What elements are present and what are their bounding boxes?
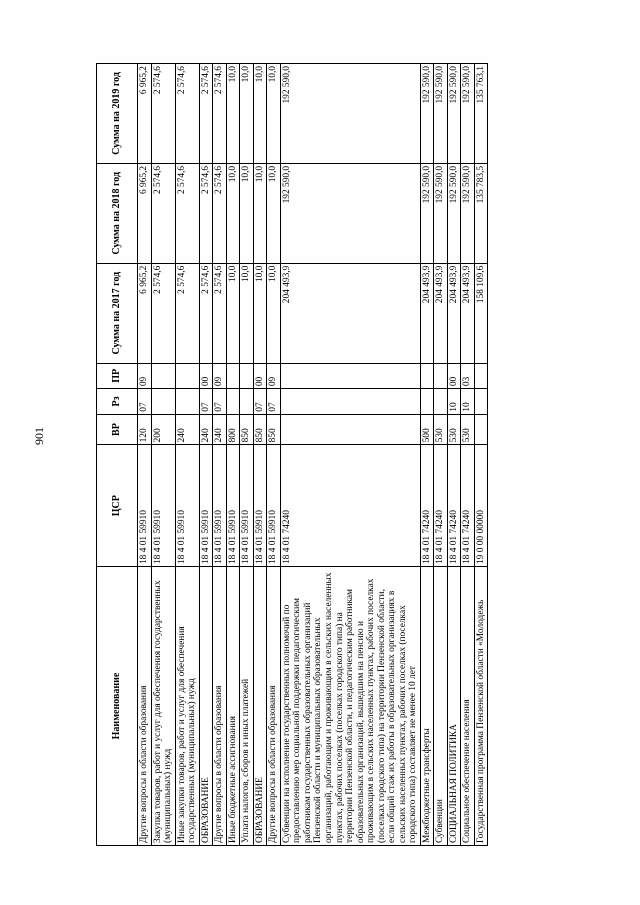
cell-name: Закупка товаров, работ и услуг для обеспечения государственных (муниципальных) нужд [151,567,175,846]
cell-name: Субвенции на исполнение государственных полномочий по предоставлению мер социальной поддержки педагогическим работникам государственных образовательных организаций Пензенской области и муниципальных образовательных организаций, работающим и проживающим в сельских населенных пунктах, рабочих поселках (поселках городского типа) на территории Пензенской области, и педагогическим работникам образовательных организаций, вышедшим на пенсию и проживающим в сельских населенных пунктах, рабочих поселках (поселках городского типа) на территории Пензенской области, если общий стаж их работы в образовательных организациях в сельских населенных пунктах, рабочих поселках (поселках городского типа) составляет не менее 10 лет [280,567,420,846]
cell-sum-2017: 204 493,9 [447,263,461,363]
budget-table [96,63,488,846]
cell-pr: 03 [461,363,475,389]
cell-pr [474,363,488,389]
table-row [199,64,213,846]
table-row [213,64,227,846]
cell-pr: 00 [447,363,461,389]
cell-rz [280,389,420,415]
header-pr: ПР [97,363,138,389]
cell-sum-2019: 2 574,6 [199,64,213,164]
table-row [267,64,281,846]
page-number: 901 [32,427,46,445]
cell-pr [175,363,199,389]
header-rz: Рз [97,389,138,415]
cell-pr [226,363,240,389]
cell-sum-2017: 10,0 [267,263,281,363]
cell-sum-2018: 10,0 [253,163,267,263]
cell-name: Межбюджетные трансферты [420,567,434,846]
cell-csr: 18 4 01 59910 [226,445,240,567]
cell-sum-2018: 2 574,6 [151,163,175,263]
cell-vr [280,414,420,445]
cell-pr: 09 [213,363,227,389]
cell-csr: 18 4 01 59910 [151,445,175,567]
cell-pr: 09 [267,363,281,389]
cell-name: Иные закупки товаров, работ и услуг для обеспечения государственных (муниципальных) нужд [175,567,199,846]
table-row [151,64,175,846]
cell-sum-2019: 2 574,6 [151,64,175,164]
cell-name: ОБРАЗОВАНИЕ [199,567,213,846]
cell-name: СОЦИАЛЬНАЯ ПОЛИТИКА [447,567,461,846]
cell-sum-2018: 6 965,2 [138,163,152,263]
cell-vr: 850 [267,414,281,445]
cell-vr: 500 [420,414,434,445]
cell-sum-2018: 2 574,6 [213,163,227,263]
cell-sum-2019: 192 590,0 [447,64,461,164]
cell-sum-2019: 2 574,6 [175,64,199,164]
table-body [138,64,488,846]
cell-sum-2017: 2 574,6 [151,263,175,363]
header-vr: ВР [97,414,138,445]
cell-sum-2019: 192 590,0 [280,64,420,164]
cell-rz [226,389,240,415]
cell-csr: 18 4 01 59910 [138,445,152,567]
cell-pr [420,363,434,389]
cell-csr: 18 4 01 59910 [175,445,199,567]
cell-rz [434,389,448,415]
header-csr: ЦСР [97,445,138,567]
cell-sum-2017: 2 574,6 [213,263,227,363]
cell-pr [434,363,448,389]
cell-sum-2017: 204 493,9 [280,263,420,363]
cell-sum-2018: 192 590,0 [461,163,475,263]
cell-name: Субвенции [434,567,448,846]
cell-vr: 850 [253,414,267,445]
cell-name: Уплата налогов, сборов и иных платежей [240,567,254,846]
table-row [138,64,152,846]
cell-sum-2018: 2 574,6 [199,163,213,263]
cell-csr: 18 4 01 74240 [280,445,420,567]
cell-vr: 850 [240,414,254,445]
cell-sum-2018: 192 590,0 [280,163,420,263]
cell-sum-2019: 192 590,0 [461,64,475,164]
table-row [461,64,475,846]
cell-sum-2017: 204 493,9 [434,263,448,363]
cell-sum-2018: 2 574,6 [175,163,199,263]
cell-rz: 07 [199,389,213,415]
cell-sum-2017: 10,0 [240,263,254,363]
table-row [434,64,448,846]
cell-rz [175,389,199,415]
rotated-table-container [96,63,592,846]
cell-rz [474,389,488,415]
table-row [474,64,488,846]
cell-rz [420,389,434,415]
header-sum-2019: Сумма на 2019 год [97,64,138,164]
table-row [280,64,420,846]
cell-rz: 07 [213,389,227,415]
cell-csr: 18 4 01 59910 [267,445,281,567]
cell-pr: 00 [199,363,213,389]
cell-rz [151,389,175,415]
cell-sum-2018: 192 590,0 [434,163,448,263]
cell-vr: 530 [447,414,461,445]
cell-rz: 10 [447,389,461,415]
cell-sum-2019: 2 574,6 [213,64,227,164]
header-sum-2017: Сумма на 2017 год [97,263,138,363]
cell-rz [240,389,254,415]
cell-sum-2017: 10,0 [226,263,240,363]
cell-pr: 09 [138,363,152,389]
cell-pr: 00 [253,363,267,389]
cell-name: Другие вопросы в области образования [267,567,281,846]
cell-sum-2018: 192 590,0 [447,163,461,263]
cell-name: Другие вопросы в области образования [213,567,227,846]
cell-rz: 07 [267,389,281,415]
cell-pr [240,363,254,389]
cell-vr: 530 [434,414,448,445]
table-row [420,64,434,846]
cell-sum-2019: 192 590,0 [420,64,434,164]
cell-vr: 240 [213,414,227,445]
cell-csr: 18 4 01 59910 [240,445,254,567]
table-row [447,64,461,846]
cell-name: Другие вопросы в области образования [138,567,152,846]
header-name: Наименование [97,567,138,846]
cell-sum-2017: 2 574,6 [175,263,199,363]
cell-sum-2019: 135 763,1 [474,64,488,164]
cell-csr: 18 4 01 74240 [434,445,448,567]
table-row [175,64,199,846]
cell-sum-2017: 158 109,6 [474,263,488,363]
cell-pr [151,363,175,389]
cell-vr: 240 [175,414,199,445]
header-sum-2018: Сумма на 2018 год [97,163,138,263]
cell-vr: 200 [151,414,175,445]
cell-rz: 07 [138,389,152,415]
table-row [240,64,254,846]
cell-name: Государственная программа Пензенской области «Молодежь [474,567,488,846]
cell-sum-2018: 192 590,0 [420,163,434,263]
cell-rz: 07 [253,389,267,415]
cell-csr: 18 4 01 59910 [253,445,267,567]
cell-sum-2019: 192 590,0 [434,64,448,164]
cell-csr: 18 4 01 59910 [213,445,227,567]
cell-sum-2017: 6 965,2 [138,263,152,363]
cell-sum-2018: 10,0 [240,163,254,263]
cell-sum-2018: 10,0 [267,163,281,263]
cell-name: ОБРАЗОВАНИЕ [253,567,267,846]
cell-csr: 18 4 01 59910 [199,445,213,567]
table-row [226,64,240,846]
cell-vr: 240 [199,414,213,445]
cell-sum-2017: 10,0 [253,263,267,363]
cell-rz: 10 [461,389,475,415]
table-header-row [97,64,138,846]
cell-pr [280,363,420,389]
cell-sum-2017: 2 574,6 [199,263,213,363]
cell-name: Социальное обеспечение населения [461,567,475,846]
table-row [253,64,267,846]
cell-sum-2019: 6 965,2 [138,64,152,164]
cell-vr: 800 [226,414,240,445]
cell-csr: 18 4 01 74240 [447,445,461,567]
cell-sum-2017: 204 493,9 [420,263,434,363]
cell-sum-2018: 135 783,5 [474,163,488,263]
cell-sum-2018: 10,0 [226,163,240,263]
cell-csr: 19 0 00 00000 [474,445,488,567]
cell-sum-2019: 10,0 [240,64,254,164]
cell-name: Иные бюджетные ассигнования [226,567,240,846]
cell-csr: 18 4 01 74240 [420,445,434,567]
cell-vr [474,414,488,445]
cell-csr: 18 4 01 74240 [461,445,475,567]
cell-vr: 120 [138,414,152,445]
cell-sum-2017: 204 493,9 [461,263,475,363]
cell-vr: 530 [461,414,475,445]
cell-sum-2019: 10,0 [267,64,281,164]
cell-sum-2019: 10,0 [226,64,240,164]
cell-sum-2019: 10,0 [253,64,267,164]
